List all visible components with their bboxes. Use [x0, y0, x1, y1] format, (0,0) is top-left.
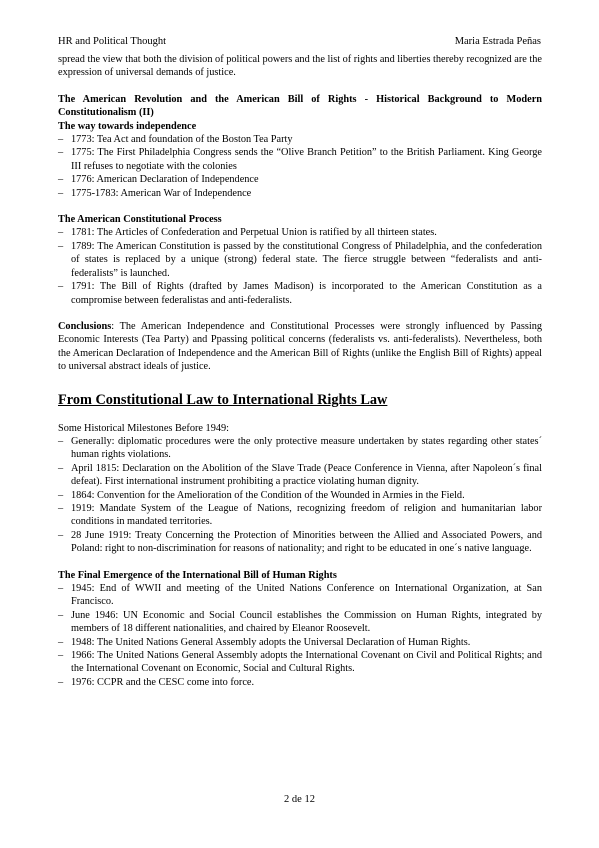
list-item: – 1775-1783: American War of Independence — [58, 187, 542, 200]
list-item: – 1791: The Bill of Rights (drafted by James Madison) is incorporated to the American Constitution as a compromise between federalistas and anti-federalists. — [58, 280, 542, 307]
list-item: – June 1946: UN Economic and Social Council establishes the Commission on Human Rights, integrated by members of 18 different nationalities, and chaired by Eleanor Roosevelt. — [58, 609, 542, 636]
list-item: – 1781: The Articles of Confederation and Perpetual Union is ratified by all thirteen states. — [58, 226, 542, 239]
section3-title: From Constitutional Law to International Rights Law — [58, 391, 388, 408]
list-item: – 1948: The United Nations General Assembly adopts the Universal Declaration of Human Rights. — [58, 636, 542, 649]
section2-list — [58, 226, 542, 306]
page-content — [58, 53, 542, 689]
section1-subtitle: The way towards independence — [58, 120, 197, 132]
section1-title: The American Revolution and the American Bill of Rights - Historical Background to Modern Constitutionalism (II) — [58, 93, 542, 119]
section4-list — [58, 582, 542, 689]
list-item: – 1775: The First Philadelphia Congress sends the “Olive Branch Petition” to the British Parliament. King George III refuses to negotiate with the colonies — [58, 146, 542, 173]
section3-list — [58, 435, 542, 556]
list-item: – Generally: diplomatic procedures were the only protective measure undertaken by states regarding other states´ human rights violations. — [58, 435, 542, 462]
header-course-title: HR and Political Thought — [58, 36, 167, 47]
list-item: – 28 June 1919: Treaty Concerning the Protection of Minorities between the Allied and Associated Powers, and Poland: right to non-discrimination for reasons of nationality; and right to be educated in one´s native language. — [58, 529, 542, 556]
list-item: – 1945: End of WWII and meeting of the United Nations Conference on International Organization, at San Francisco. — [58, 582, 542, 609]
section3-lead: Some Historical Milestones Before 1949: — [58, 422, 230, 434]
page-header — [58, 36, 541, 52]
conclusions-text: : The American Independence and Constitutional Processes were strongly influenced by Passing Economic Interests (Tea Party) and Ppassing political concerns (federalists vs. anti-federalists). Nevertheless, both the American Declaration of Independence and the American Bill of Rights (unlike the English Bill of Rights) appeal to universal abstract ideals of justice. — [58, 320, 542, 373]
list-item: – 1919: Mandate System of the League of Nations, recognizing freedom of religion and humanitarian labor conditions in mandated territories. — [58, 502, 542, 529]
list-item: – 1789: The American Constitution is passed by the constitutional Congress of Philadelphia, and the confederation of states is replaced by a unique (strong) federal state. The fierce struggle between “federalists and anti-federalists” is launched. — [58, 240, 542, 280]
conclusions-paragraph — [58, 320, 542, 374]
section2-title: The American Constitutional Process — [58, 214, 222, 226]
page-number: 2 de 12 — [284, 794, 315, 805]
list-item: – 1976: CCPR and the CESC come into force. — [58, 676, 542, 689]
section4-title: The Final Emergence of the International Bill of Human Rights — [58, 569, 337, 581]
header-author: Maria Estrada Peñas — [454, 36, 541, 47]
list-item: – 1776: American Declaration of Independence — [58, 173, 542, 186]
conclusions-label: Conclusions — [58, 320, 112, 332]
section1-list — [58, 133, 542, 200]
list-item: – April 1815: Declaration on the Abolition of the Slave Trade (Peace Conference in Vienna, after Napoleon´s final defeat). First international instrument prohibiting a practice violating human dignity. — [58, 462, 542, 489]
intro-paragraph: spread the view that both the division of political powers and the list of rights and liberties thereby recognized are the expression of universal demands of justice. — [58, 54, 542, 79]
list-item: – 1864: Convention for the Amelioration of the Condition of the Wounded in Armies in the Field. — [58, 489, 542, 502]
list-item: – 1966: The United Nations General Assembly adopts the International Covenant on Civil and Political Rights; and the International Covenant on Economic, Social and Cultural Rights. — [58, 649, 542, 676]
list-item: – 1773: Tea Act and foundation of the Boston Tea Party — [58, 133, 542, 146]
